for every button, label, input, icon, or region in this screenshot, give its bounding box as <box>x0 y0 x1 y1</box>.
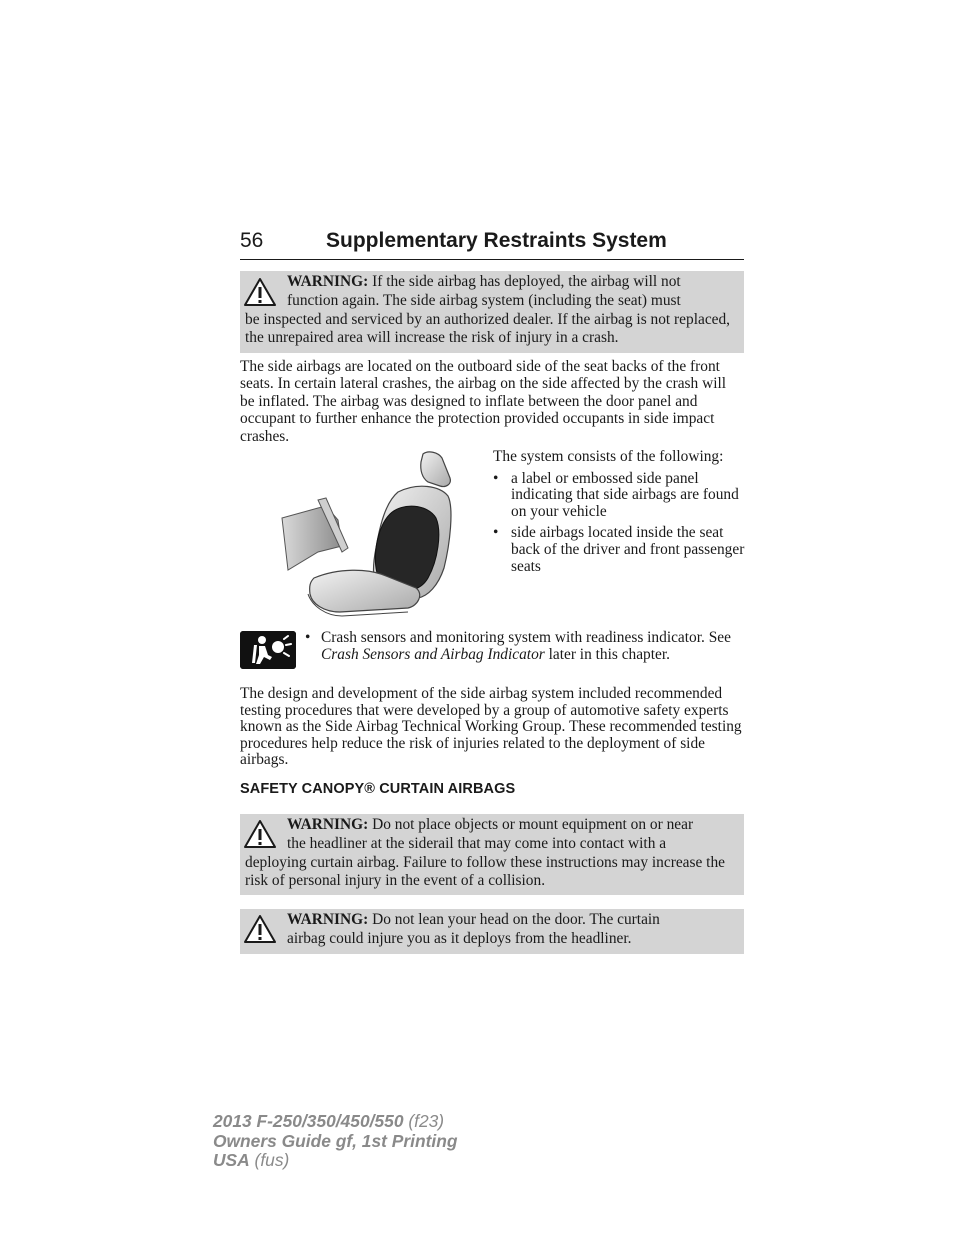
list-item-text: side airbags located inside the seat back of the driver and front passenger seats <box>511 524 745 575</box>
page-footer <box>213 1112 457 1171</box>
warning-line: the headliner at the siderail that may come into contact with a <box>287 834 667 852</box>
sensor-text: Crash sensors and monitoring system with readiness indicator. See <box>321 629 731 646</box>
warning-triangle-icon <box>243 914 277 944</box>
footer-code: (f23) <box>403 1111 445 1131</box>
warning-text <box>245 911 738 949</box>
footer-market-code: (fus) <box>249 1150 290 1170</box>
warning-body: be inspected and serviced by an authorized dealer. If the airbag is not replaced, the unrepaired area will increase the risk of injury in a crash. <box>245 310 731 347</box>
warning-line: airbag could injure you as it deploys from the headliner. <box>287 929 632 947</box>
system-components-list <box>493 449 747 580</box>
seat-side-airbag-illustration <box>278 448 474 618</box>
airbag-indicator-icon <box>240 631 296 669</box>
warning-label: WARNING: <box>287 816 369 833</box>
warning-line: If the side airbag has deployed, the airbag will not <box>372 273 681 290</box>
warning-triangle-icon <box>243 277 277 307</box>
warning-line: Do not place objects or mount equipment on or near <box>372 816 694 833</box>
warning-triangle-icon <box>243 819 277 849</box>
page-number: 56 <box>240 229 264 252</box>
footer-model: 2013 F-250/350/450/550 <box>213 1111 404 1131</box>
system-intro: The system consists of the following: <box>493 448 724 465</box>
warning-line: function again. The side airbag system (including the seat) must <box>287 291 681 309</box>
warning-label: WARNING: <box>287 911 369 928</box>
footer-line-2: Owners Guide gf, 1st Printing <box>213 1130 458 1151</box>
warning-text <box>245 273 738 348</box>
warning-box-door <box>240 909 744 954</box>
design-paragraph: The design and development of the side airbag system included recommended testing procedures that were developed by a group of automotive safety experts known as the Side Airbag Technical Working Group. These recommended testing procedures help reduce the risk of injuries related to the deployment of side airbags. <box>240 685 742 769</box>
list-item: • side airbags located inside the seat back of the driver and front passenger seats <box>493 524 745 575</box>
warning-box-side-airbag <box>240 271 744 353</box>
footer-market: USA <box>213 1150 250 1170</box>
warning-body: deploying curtain airbag. Failure to follow these instructions may increase the risk of personal injury in the event of a collision. <box>245 853 725 890</box>
footer-line-1 <box>213 1112 457 1132</box>
crash-sensors-item: • Crash sensors and monitoring system with readiness indicator. See Crash Sensors and Airbag Indicator later in this chapter. <box>305 629 731 663</box>
section-heading: SAFETY CANOPY® CURTAIN AIRBAGS <box>240 781 516 797</box>
chapter-title: Supplementary Restraints System <box>326 229 667 252</box>
page-header <box>240 229 744 260</box>
list-item: • a label or embossed side panel indicating that side airbags are found on your vehicle <box>493 469 739 520</box>
sensor-reference-link: Crash Sensors and Airbag Indicator <box>321 645 545 663</box>
sensor-text-end: later in this chapter. <box>544 645 670 663</box>
warning-text <box>245 816 738 891</box>
warning-label: WARNING: <box>287 273 369 290</box>
intro-paragraph: The side airbags are located on the outboard side of the seat backs of the front seats. In certain lateral crashes, the airbag on the side affected by the crash will be inflated. The airbag was designed to inflate between the door panel and occupant to further enhance the protection provided occupants in side impact crashes. <box>240 358 727 445</box>
warning-box-headliner <box>240 814 744 895</box>
footer-line-3 <box>213 1151 457 1171</box>
list-item-text: a label or embossed side panel indicating that side airbags are found on your vehicle <box>511 469 739 520</box>
warning-line: Do not lean your head on the door. The curtain <box>372 911 660 928</box>
